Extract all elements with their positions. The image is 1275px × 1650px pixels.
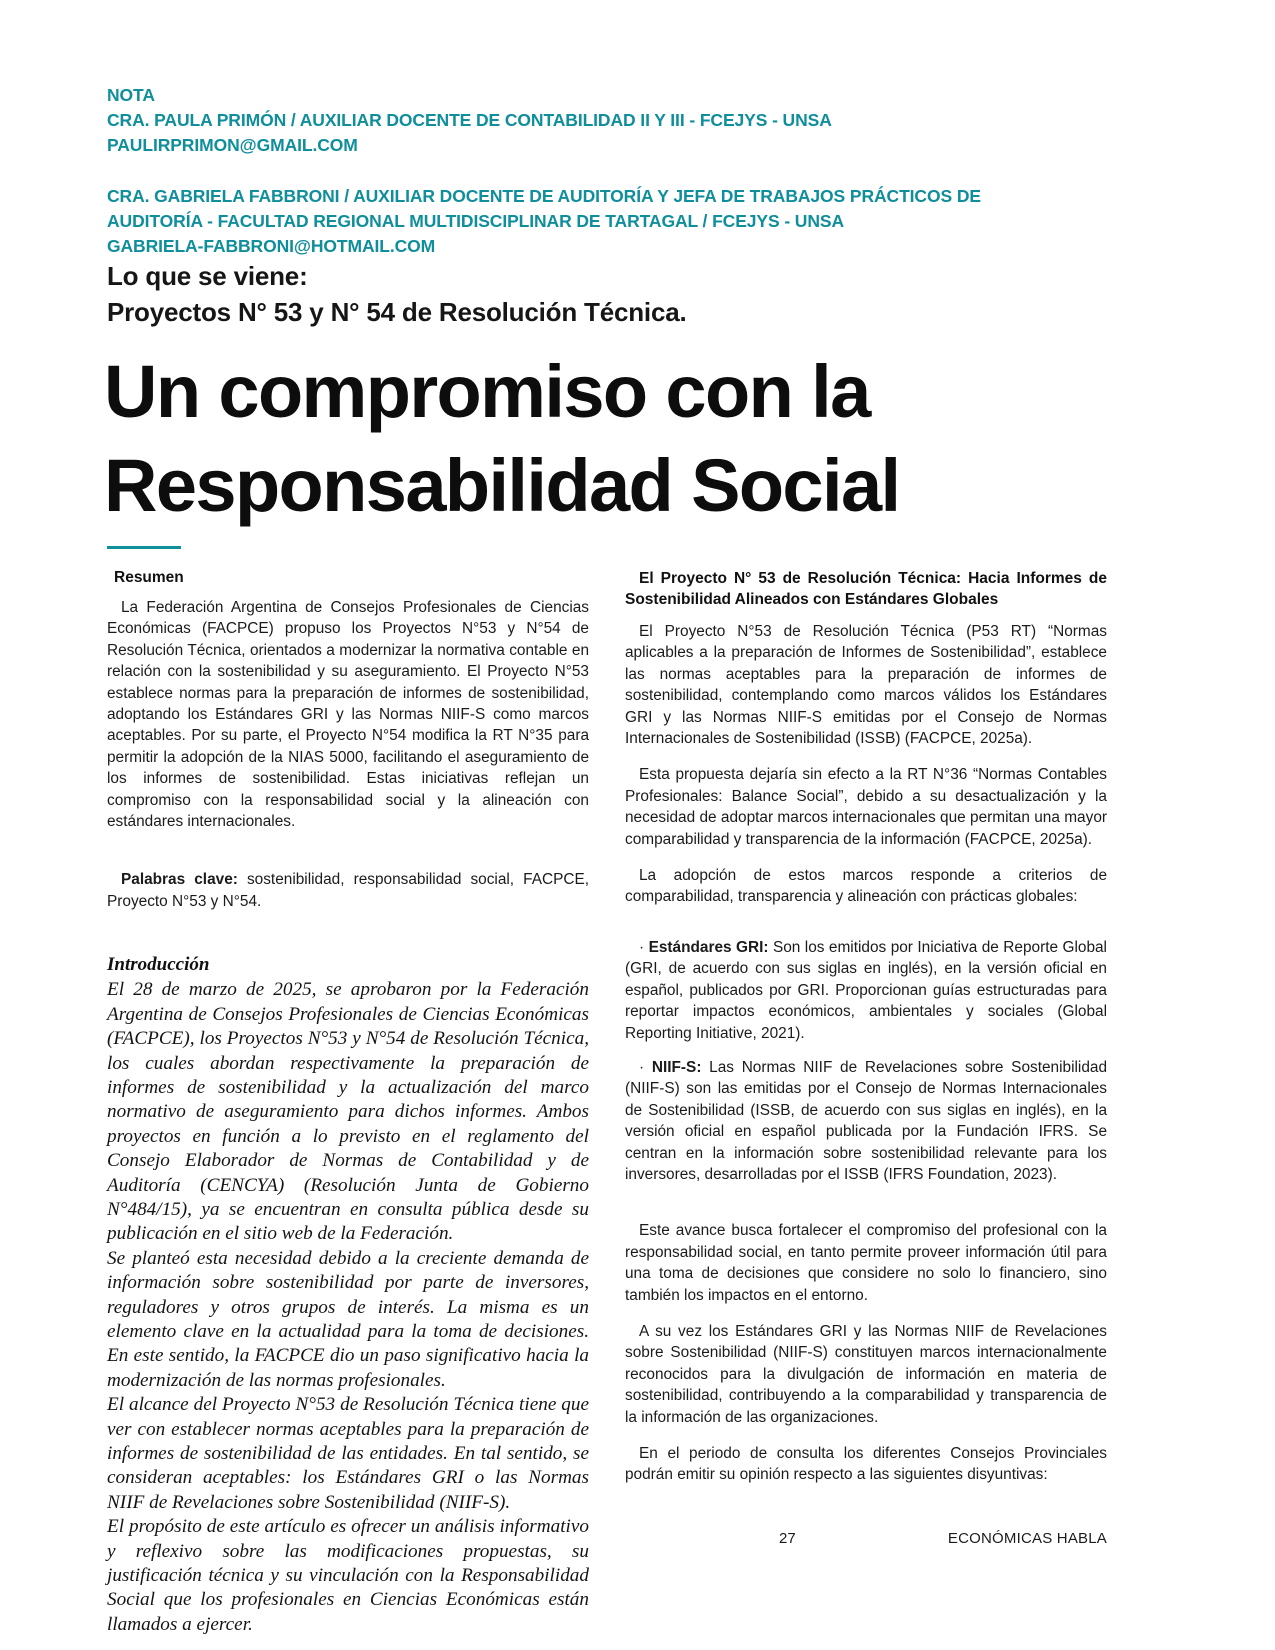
bullet-marker: ·	[639, 938, 645, 956]
author-1-affiliation: CRA. PAULA PRIMÓN / AUXILIAR DOCENTE DE CONTABILIDAD II Y III - FCEJYS - UNSA	[107, 110, 832, 130]
introduccion-paragraph-2: Se planteó esta necesidad debido a la creciente demanda de información sobre sostenibilidad por parte de inversores, reguladores y otros grupos de interés. La misma es un elemento clave en la actualidad para la toma de decisiones. En este sentido, la FACPCE dio un paso significativo hacia la modernización de las normas profesionales.	[107, 1247, 589, 1391]
introduccion-paragraph-4: El propósito de este artículo es ofrecer un análisis informativo y reflexivo sobre las modificaciones propuestas, su justificación técnica y su vinculación con la Responsabilidad Social que los profesionales en Ciencias Económicas están llamados a ejercer.	[107, 1516, 589, 1635]
bullet-item-gri	[625, 937, 1107, 1044]
kicker-line-2: Proyectos N° 53 y N° 54 de Resolución Técnica.	[107, 297, 687, 327]
introduccion-heading: Introducción	[107, 954, 210, 976]
bullet-text-gri: Son los emitidos por Iniciativa de Reporte Global (GRI, de acuerdo con sus siglas en inglés), en la versión oficial en español, publicados por GRI. Proporcionan guías estructuradas para reportar impactos económicos, ambientales y sociales (Global Reporting Initiative, 2021).	[625, 938, 1107, 1042]
author-2-affiliation-line-1: CRA. GABRIELA FABBRONI / AUXILIAR DOCENTE DE AUDITORÍA Y JEFA DE TRABAJOS PRÁCTICOS DE	[107, 186, 981, 206]
byline-group-1	[107, 83, 1037, 158]
article-kicker	[107, 258, 1037, 330]
page-title	[104, 345, 1104, 533]
page-footer	[107, 1530, 1107, 1554]
left-column	[107, 568, 589, 1637]
keywords-paragraph	[107, 869, 589, 912]
keywords-label: Palabras clave:	[121, 871, 238, 889]
author-2-affiliation-line-2: AUDITORÍA - FACULTAD REGIONAL MULTIDISCIPLINAR DE TARTAGAL / FCEJYS - UNSA	[107, 211, 844, 231]
bullet-marker: ·	[639, 1058, 645, 1076]
spacer	[107, 927, 589, 953]
byline-group-2	[107, 184, 1037, 259]
right-column	[625, 568, 1107, 1501]
headline-line-1: Un compromiso con la	[104, 350, 870, 433]
accent-divider	[107, 546, 181, 549]
resumen-heading: Resumen	[114, 569, 184, 586]
author-2-email: GABRIELA-FABBRONI@HOTMAIL.COM	[107, 236, 436, 256]
introduccion-paragraph-3: El alcance del Proyecto N°53 de Resolución Técnica tiene que ver con establecer normas aceptables para la preparación de informes de sostenibilidad de las entidades. En tal sentido, se consideran aceptables: los Estándares GRI o las Normas NIIF de Revelaciones sobre Sostenibilidad (NIIF-S).	[107, 1394, 589, 1513]
introduccion-paragraph-1: El 28 de marzo de 2025, se aprobaron por la Federación Argentina de Consejos Profesionales de Ciencias Económicas (FACPCE), los Proyectos N°53 y N°54 de Resolución Técnica, los cuales abordan respectivamente la preparación de informes de sostenibilidad y la actualización del marco normativo de aseguramiento para dichos informes. Ambos proyectos en función a lo previsto en el reglamento del Consejo Elaborador de Normas de Contabilidad y de Auditoría (CENCYA) (Resolución Junta de Gobierno N°484/15), ya se encuentran en consulta pública desde su publicación en el sitio web de la Federación.	[107, 979, 589, 1245]
section-heading-proyecto-53: El Proyecto N° 53 de Resolución Técnica: Hacia Informes de Sostenibilidad Alineados con Estándares Globales	[625, 570, 1107, 608]
keywords-value: sostenibilidad, responsabilidad social, FACPCE, Proyecto N°53 y N°54.	[107, 871, 590, 910]
right-paragraph-3: La adopción de estos marcos responde a criterios de comparabilidad, transparencia y alineación con prácticas globales:	[625, 867, 1107, 906]
right-paragraph-6: En el periodo de consulta los diferentes Consejos Provinciales podrán emitir su opinión respecto a las siguientes disyuntivas:	[625, 1445, 1107, 1484]
spacer	[107, 847, 589, 869]
bullet-label-gri: Estándares GRI:	[648, 938, 769, 956]
kicker-line-1: Lo que se viene:	[107, 261, 308, 291]
publication-brand: ECONÓMICAS HABLA	[947, 1530, 1107, 1547]
headline-line-2: Responsabilidad Social	[104, 444, 900, 527]
bullet-text-niifs: Las Normas NIIF de Revelaciones sobre Sostenibilidad (NIIF-S) son las emitidas por el Consejo de Normas Internacionales de Sostenibilidad (ISSB, de acuerdo con sus siglas en inglés), en la versión oficial en español publicada por la Fundación IFRS. Se centran en la información sobre sostenibilidad relevante para los inversores, desarrolladas por el ISSB (IFRS Foundation, 2023).	[625, 1058, 1108, 1183]
author-1-email: PAULIRPRIMON@GMAIL.COM	[107, 135, 358, 155]
spacer	[625, 1198, 1107, 1220]
bullet-item-niifs	[625, 1057, 1107, 1185]
right-paragraph-2: Esta propuesta dejaría sin efecto a la RT N°36 “Normas Contables Profesionales: Balance Social”, debido a su desactualización y la necesidad de adoptar marcos internacionales que permitan una mayor comparabilidad y transparencia de la información (FACPCE, 2025a).	[625, 766, 1107, 848]
right-paragraph-5: A su vez los Estándares GRI y las Normas NIIF de Revelaciones sobre Sostenibilidad (NIIF-S) constituyen marcos internacionalmente reconocidos para la divulgación de información en materia de sostenibilidad, contribuyendo a la comparabilidad y transparencia de la información de las organizaciones.	[625, 1322, 1107, 1426]
bullet-label-niifs: NIIF-S:	[651, 1058, 702, 1076]
right-paragraph-1: El Proyecto N°53 de Resolución Técnica (P53 RT) “Normas aplicables a la preparación de Informes de Sostenibilidad”, establece las normas aceptables para la preparación de informes de sostenibilidad, contemplando como marcos válidos los Estándares GRI y las Normas NIIF-S emitidas por el Consejo de Normas Internacionales de Sostenibilidad (ISSB) (FACPCE, 2025a).	[625, 623, 1107, 748]
spacer	[625, 923, 1107, 937]
author-byline-block	[107, 83, 1037, 259]
page-number: 27	[779, 1530, 796, 1547]
right-paragraph-4: Este avance busca fortalecer el compromiso del profesional con la responsabilidad social, en tanto permite proveer información útil para una toma de decisiones que considere no solo lo financiero, sino también los impactos en el entorno.	[625, 1222, 1107, 1304]
resumen-paragraph: La Federación Argentina de Consejos Profesionales de Ciencias Económicas (FACPCE) propuso los Proyectos N°53 y N°54 de Resolución Técnica, orientados a modernizar la normativa contable en relación con la sostenibilidad y su aseguramiento. El Proyecto N°53 establece normas para la preparación de informes de sostenibilidad, adoptando los Estándares GRI y las Normas NIIF-S como marcos aceptables. Por su parte, el Proyecto N°54 modifica la RT N°35 para permitir la adopción de la NIAS 5000, facilitando el aseguramiento de los informes de sostenibilidad. Estas iniciativas reflejan un compromiso con la responsabilidad social y la alineación con estándares internacionales.	[107, 599, 589, 831]
nota-label: NOTA	[107, 85, 155, 105]
